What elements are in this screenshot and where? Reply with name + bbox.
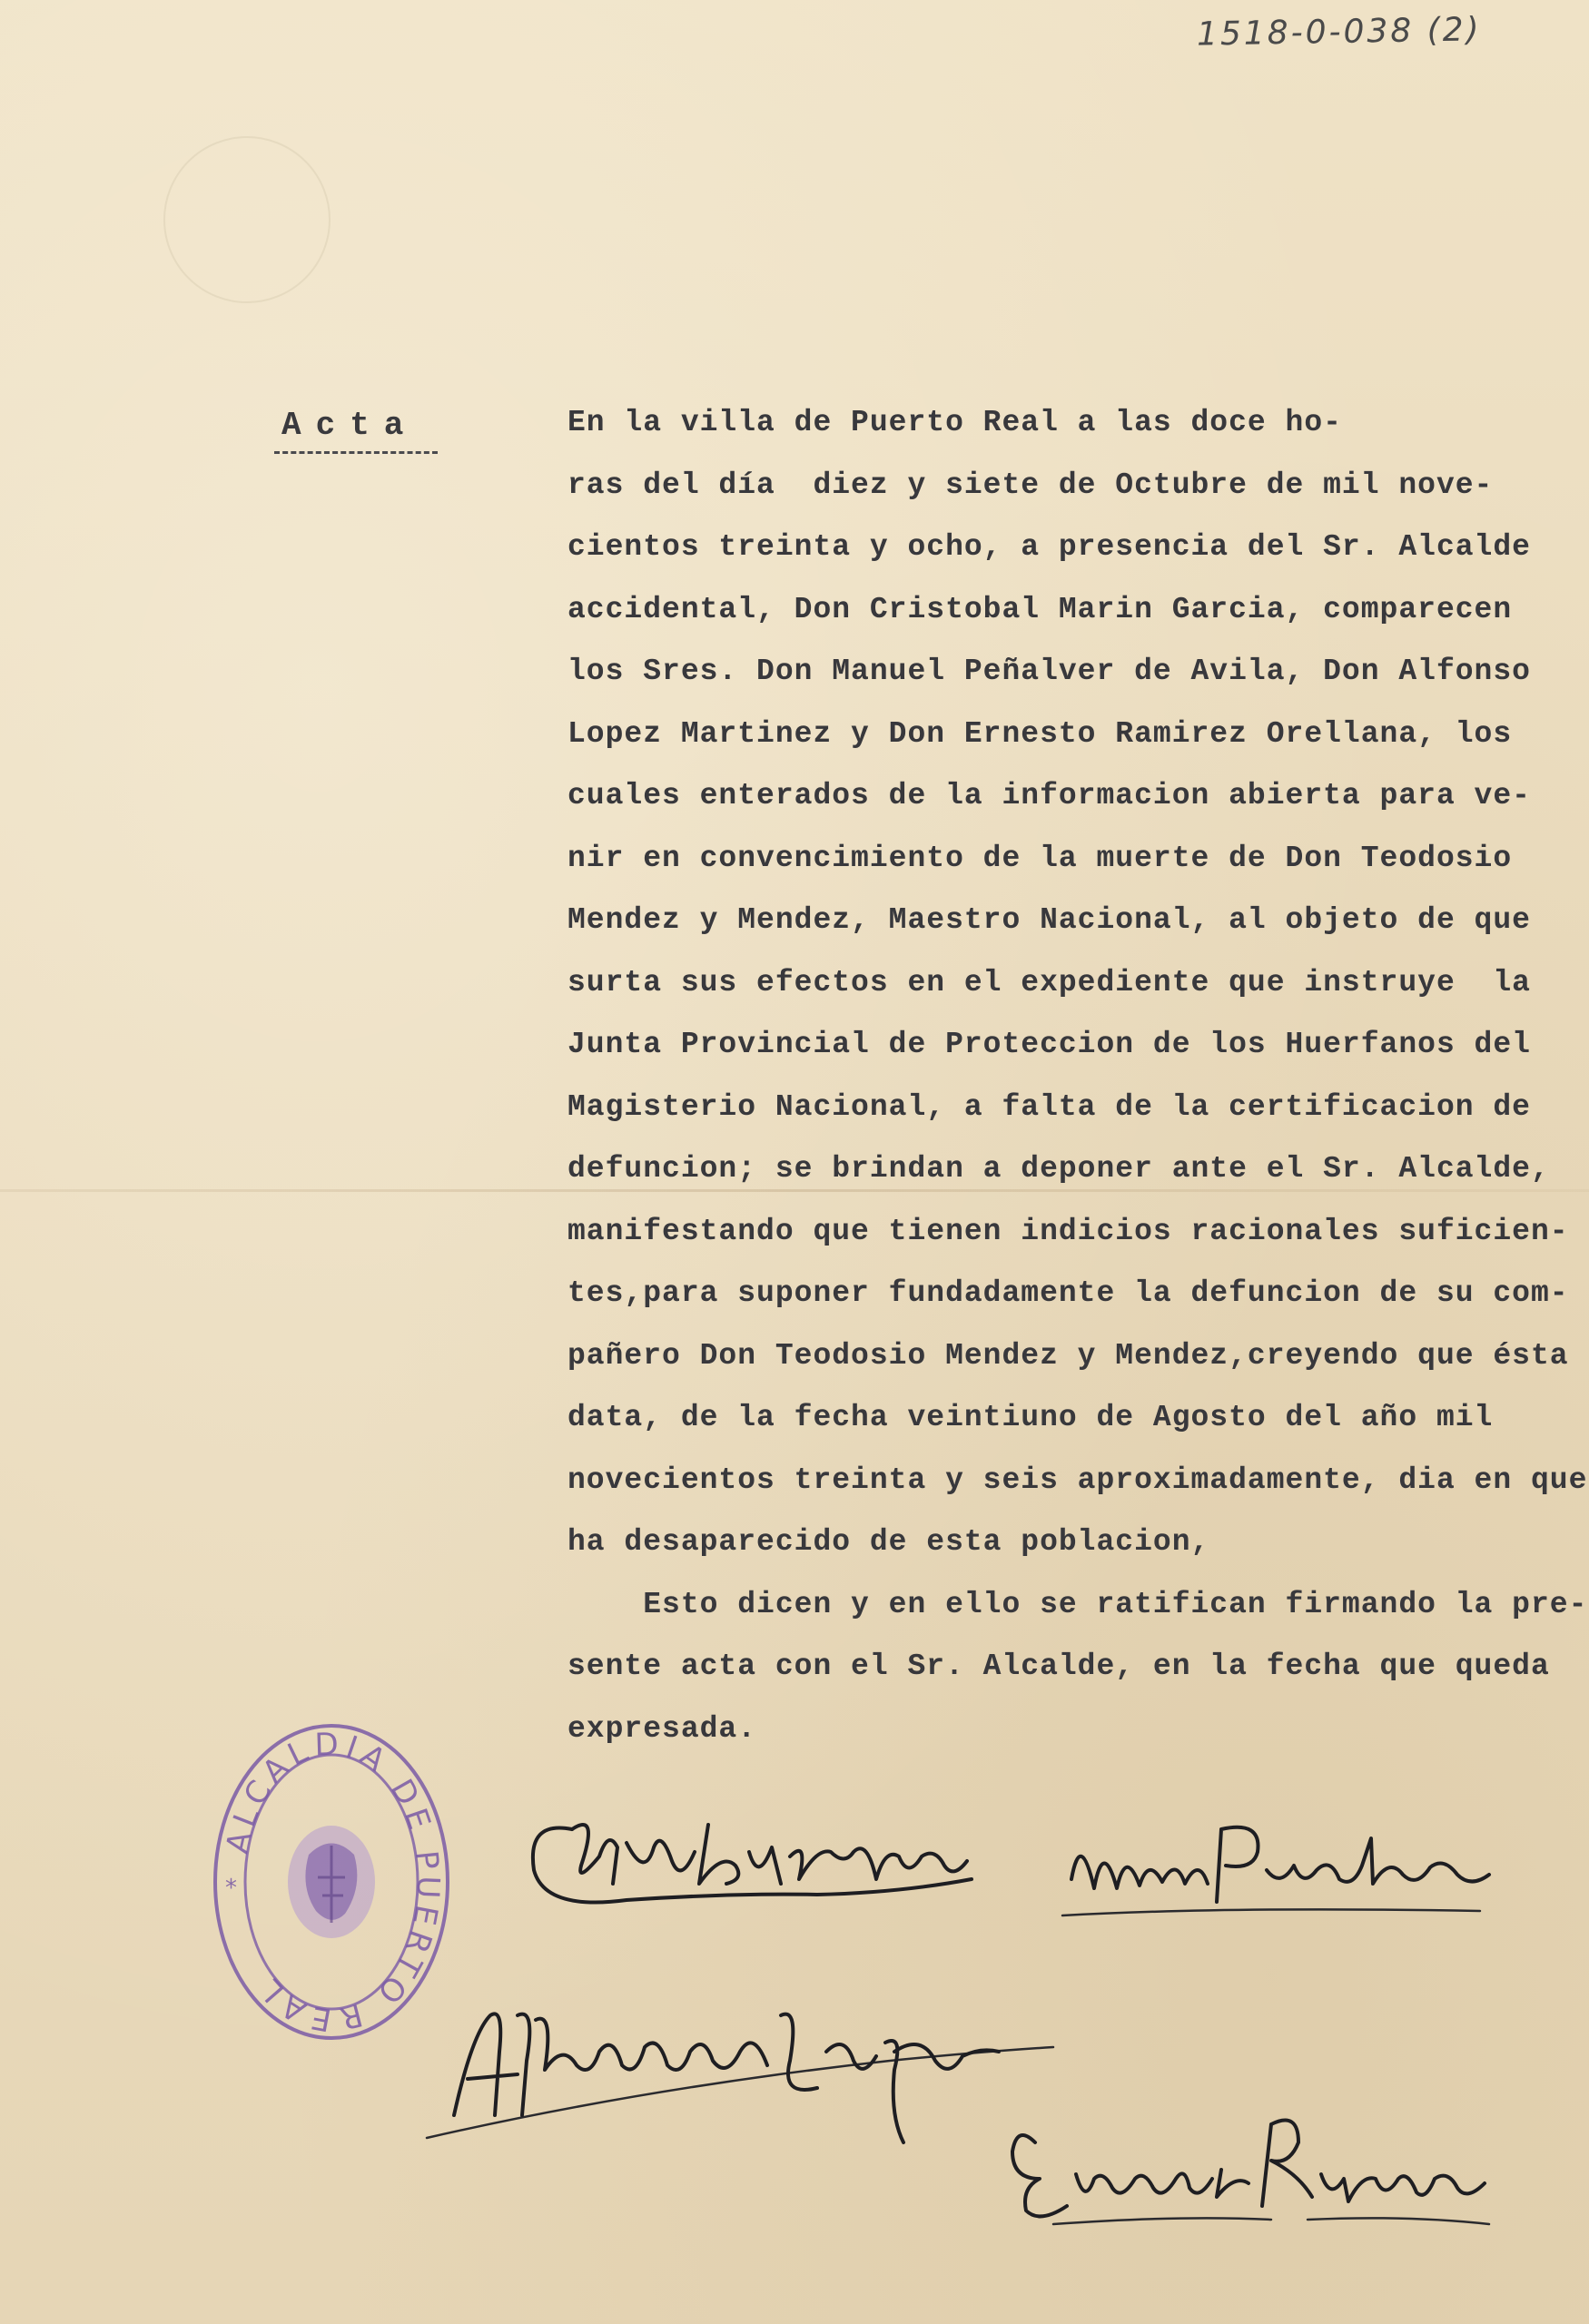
document-body [568,392,1588,1760]
body-line: cientos treinta y ocho, a presencia del Sr. Alcalde [568,530,1531,564]
body-line: Junta Provincial de Proteccion de los Huerfanos del [568,1028,1531,1061]
archive-reference: 1518-0-038 (2) [1196,11,1482,54]
body-line: pañero Don Teodosio Mendez y Mendez,creyendo que ésta [568,1338,1569,1373]
seal-text: ALCALDIA DE PUERTO REAL [219,1726,447,2038]
body-line: cuales enterados de la informacion abierta para ve- [568,779,1531,812]
svg-text:*: * [225,1875,237,1902]
body-line: ras del día diez y siete de Octubre de mil nove- [568,468,1494,502]
signature-alfonso-lopez [418,1979,1071,2161]
body-line: los Sres. Don Manuel Peñalver de Avila, Don Alfonso [568,655,1531,688]
body-line: accidental, Don Cristobal Marin Garcia, comparecen [568,592,1513,626]
body-line: nir en convencimiento de la muerte de Don Teodosio [568,841,1513,875]
signature-manuel-penalver [1044,1802,1516,1929]
signature-ernesto-ramirez [999,2088,1507,2233]
signature-cristobal-marin [518,1793,990,1920]
heading-underline [274,451,438,458]
body-line: tes,para suponer fundadamente la defuncion de su com- [568,1276,1569,1310]
body-line: Magisterio Nacional, a falta de la certificacion de [568,1089,1531,1124]
body-line: ha desaparecido de esta poblacion, [568,1525,1210,1559]
body-line: defuncion; se brindan a deponer ante el Sr. Alcalde, [568,1152,1550,1186]
body-line: Mendez y Mendez, Maestro Nacional, al objeto de que [568,903,1531,937]
faded-blind-stamp [163,136,331,303]
body-line: expresada. [568,1711,757,1746]
body-line: Lopez Martinez y Don Ernesto Ramirez Orellana, los [568,716,1513,751]
body-line: manifestando que tienen indicios racionales suficien- [568,1214,1569,1248]
body-line: surta sus efectos en el expediente que instruye la [568,965,1531,1000]
body-line: novecientos treinta y seis aproximadamente, dia en que [568,1462,1588,1497]
body-line: En la villa de Puerto Real a las doce ho- [568,406,1342,439]
body-line: Esto dicen y en ello se ratifican firmando la pre- [568,1587,1588,1621]
document-heading: Acta [281,407,419,444]
body-line: sente acta con el Sr. Alcalde, en la fecha que queda [568,1649,1550,1683]
body-line: data, de la fecha veintiuno de Agosto del año mil [568,1401,1494,1434]
